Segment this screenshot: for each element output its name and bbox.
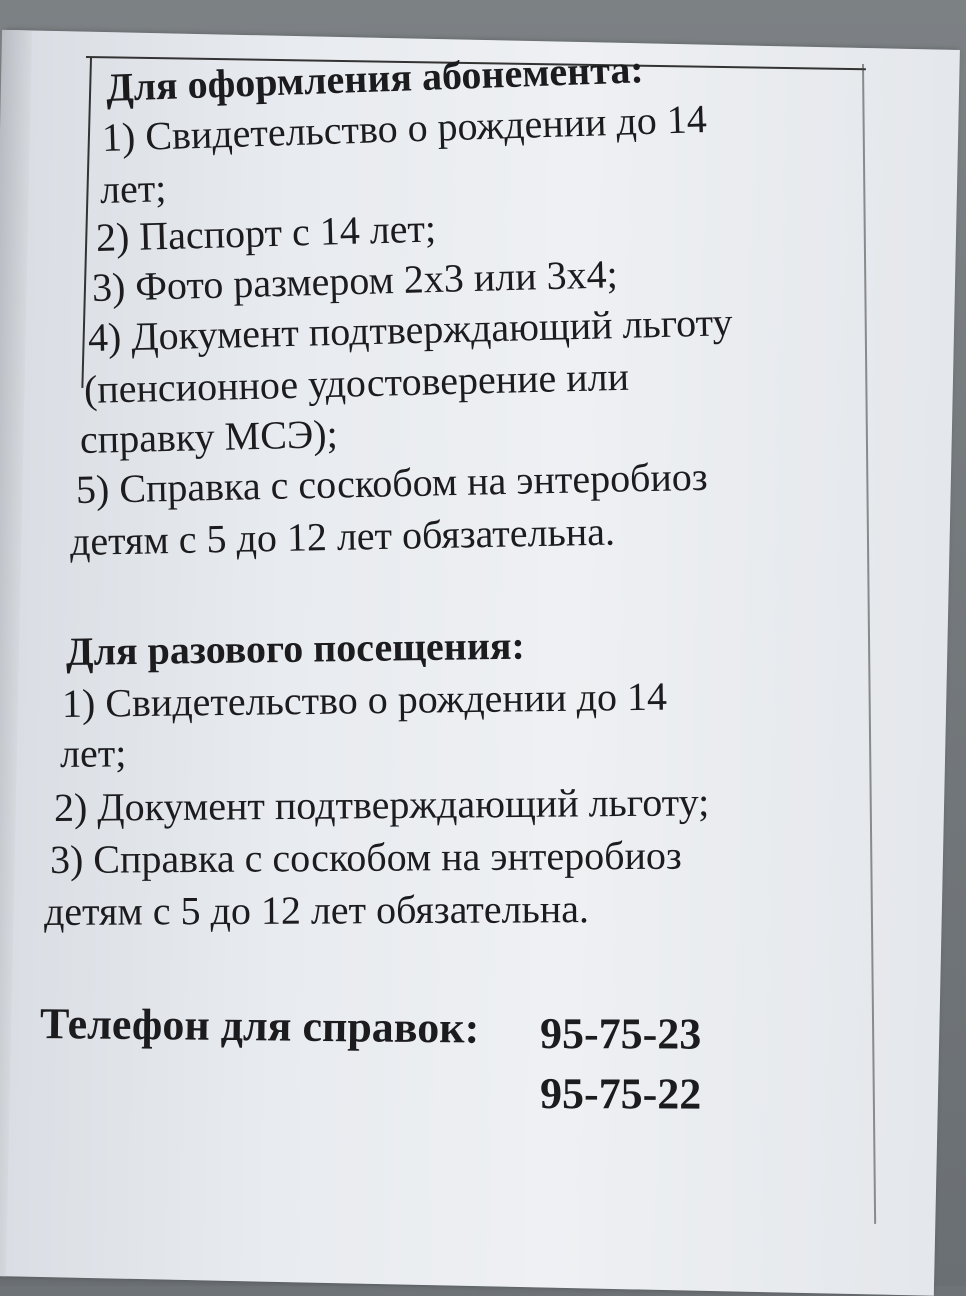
single-visit-item: 1) Свидетельство о рождении до 14 bbox=[61, 673, 668, 726]
page-fold-shadow bbox=[0, 30, 32, 1276]
subscription-item: лет; bbox=[99, 165, 167, 212]
subscription-item: 3) Фото размером 2х3 или 3х4; bbox=[91, 251, 619, 310]
single-visit-item: 2) Документ подтверждающий льготу; bbox=[53, 779, 710, 830]
contacts-phone-secondary: 95-75-22 bbox=[539, 1069, 702, 1119]
subscription-heading: Для оформления абонемента: bbox=[105, 46, 645, 110]
contacts-phone-primary: 95-75-23 bbox=[539, 1009, 702, 1059]
single-visit-item: детям с 5 до 12 лет обязательна. bbox=[43, 886, 590, 934]
subscription-item: 2) Паспорт с 14 лет; bbox=[95, 205, 437, 260]
single-visit-item: 3) Справка с соскобом на энтеробиоз bbox=[49, 832, 682, 882]
single-visit-heading: Для разового посещения: bbox=[65, 622, 526, 674]
subscription-item: справку МСЭ); bbox=[79, 411, 339, 462]
single-visit-item: лет; bbox=[59, 730, 127, 776]
subscription-item: (пенсионное удостоверение или bbox=[83, 353, 630, 412]
subscription-item: детям с 5 до 12 лет обязательна. bbox=[69, 508, 616, 564]
contacts-label: Телефон для справок: bbox=[39, 999, 480, 1053]
subscription-item: 4) Документ подтверждающий льготу bbox=[87, 299, 734, 360]
leaflet-text bbox=[40, 40, 880, 1220]
subscription-item: 5) Справка с соскобом на энтеробиоз bbox=[75, 453, 709, 512]
subscription-item: 1) Свидетельство о рождении до 14 bbox=[101, 96, 708, 160]
